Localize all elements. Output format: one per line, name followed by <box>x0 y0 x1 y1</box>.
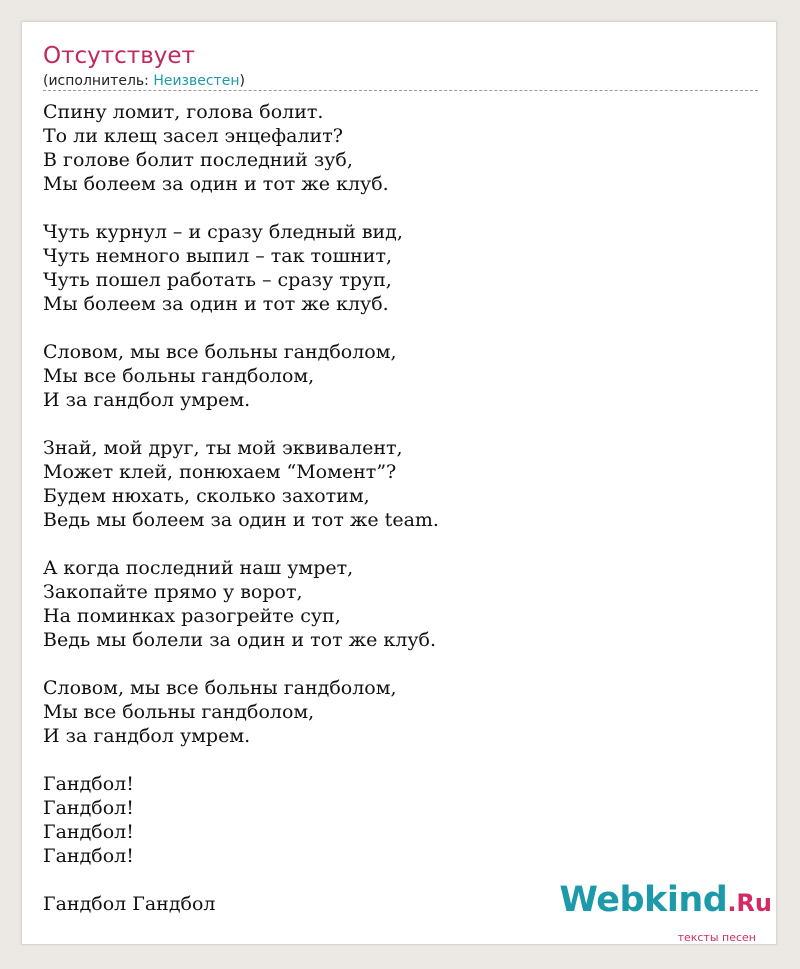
lyrics-line: Будем нюхать, сколько захотим, <box>43 485 370 507</box>
lyrics-line: Гандбол! <box>43 845 134 867</box>
logo-brand: Webkind <box>559 880 728 920</box>
lyrics-text <box>43 100 439 916</box>
title-divider <box>43 90 758 91</box>
lyrics-line: Словом, мы все больны гандболом, <box>43 341 397 363</box>
artist-suffix: ) <box>239 73 245 89</box>
logo-tagline: тексты песен <box>677 931 756 944</box>
lyrics-line: То ли клещ засел энцефалит? <box>43 125 343 147</box>
lyrics-line: Может клей, понюхаем “Момент”? <box>43 461 397 483</box>
lyrics-line: Закопайте прямо у ворот, <box>43 581 303 603</box>
lyrics-line: Мы все больны гандболом, <box>43 365 315 387</box>
lyrics-stanza <box>43 436 439 532</box>
lyrics-line: Мы все больны гандболом, <box>43 701 315 723</box>
lyrics-line: Словом, мы все больны гандболом, <box>43 677 397 699</box>
artist-line <box>43 71 245 91</box>
lyrics-line: Ведь мы болели за один и тот же клуб. <box>43 629 436 651</box>
lyrics-line: На поминках разогрейте суп, <box>43 605 341 627</box>
lyrics-line: А когда последний наш умрет, <box>43 557 354 579</box>
lyrics-line: Знай, мой друг, ты мой эквивалент, <box>43 437 403 459</box>
lyrics-card <box>21 21 777 945</box>
lyrics-line: Чуть курнул – и сразу бледный вид, <box>43 221 403 243</box>
webkind-logo[interactable] <box>559 881 772 922</box>
lyrics-line: Гандбол! <box>43 797 134 819</box>
lyrics-line: Гандбол Гандбол <box>43 893 216 915</box>
artist-link[interactable]: Неизвестен <box>153 73 240 89</box>
lyrics-stanza <box>43 100 439 196</box>
lyrics-line: Чуть немного выпил – так тошнит, <box>43 245 393 267</box>
logo-tld: .Ru <box>727 889 772 917</box>
lyrics-stanza <box>43 892 439 916</box>
lyrics-line: Чуть пошел работать – сразу труп, <box>43 269 392 291</box>
lyrics-line: Мы болеем за один и тот же клуб. <box>43 293 389 315</box>
lyrics-line: Ведь мы болеем за один и тот же team. <box>43 509 439 531</box>
lyrics-line: Спину ломит, голова болит. <box>43 101 324 123</box>
lyrics-stanza <box>43 556 439 652</box>
lyrics-line: И за гандбол умрем. <box>43 725 251 747</box>
artist-prefix: (исполнитель: <box>43 73 154 89</box>
lyrics-line: Гандбол! <box>43 773 134 795</box>
lyrics-stanza <box>43 340 439 412</box>
lyrics-line: Мы болеем за один и тот же клуб. <box>43 173 389 195</box>
lyrics-line: Гандбол! <box>43 821 134 843</box>
lyrics-stanza <box>43 220 439 316</box>
lyrics-stanza <box>43 772 439 868</box>
lyrics-stanza <box>43 676 439 748</box>
song-title: Отсутствует <box>43 43 195 69</box>
lyrics-line: В голове болит последний зуб, <box>43 149 353 171</box>
lyrics-line: И за гандбол умрем. <box>43 389 251 411</box>
